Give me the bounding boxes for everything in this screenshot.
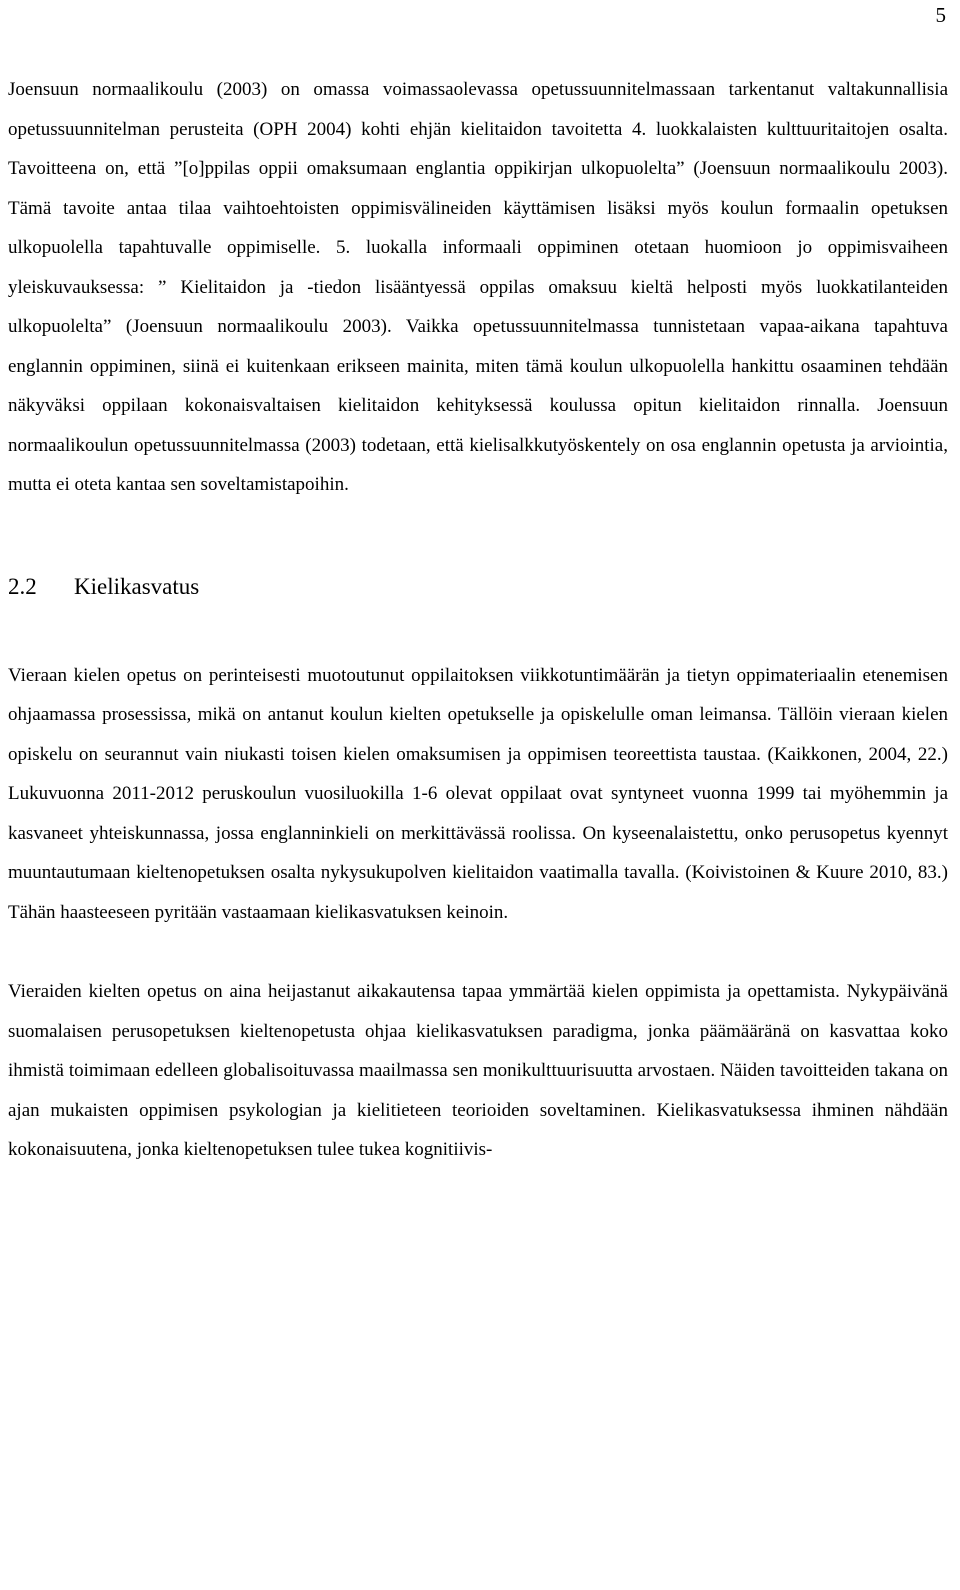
section-paragraph-2: Vieraiden kielten opetus on aina heijastanut aikakautensa tapaa ymmärtää kielen oppimista ja opettamista. Nykypäivänä suomalaisen perusopetuksen kieltenopetusta ohjaa kielikasvatuksen paradigma, jonka päämääränä on kasvattaa koko ihmistä toimimaan edelleen globalisoituvassa maailmassa sen monikulttuurisuutta arvostaen. Näiden tavoitteiden takana on ajan mukaisten oppimisen psykologian ja kielitieteen teorioiden soveltaminen. Kielikasvatuksessa ihminen nähdään kokonaisuutena, jonka kieltenopetuksen tulee tukea kognitiivis- (8, 981, 948, 1160)
page-number: 5 (935, 3, 946, 27)
section-heading (8, 569, 948, 605)
section-number: 2.2 (8, 573, 37, 599)
section-paragraph-1: Vieraan kielen opetus on perinteisesti muotoutunut oppilaitoksen viikkotuntimäärän ja tietyn oppimateriaalin etenemisen ohjaamassa prosessissa, mikä on antanut koulun kielten opetukselle ja opiskelulle oman leimansa. Tällöin vieraan kielen opiskelu on seurannut vain niukasti toisen kielen omaksumisen ja oppimisen teoreettista taustaa. (Kaikkonen, 2004, 22.) Lukuvuonna 2011-2012 peruskoulun vuosiluokilla 1-6 olevat oppilaat ovat syntyneet vuonna 1999 tai myöhemmin ja kasvaneet yhteiskunnassa, jossa englanninkieli on merkittävässä roolissa. On kyseenalaistettu, onko perusopetus kyennyt muuntautumaan kieltenopetuksen osalta nykysukupolven kielitaidon vaatimalla tavalla. (Koivistoinen & Kuure 2010, 83.) Tähän haasteeseen pyritään vastaamaan kielikasvatuksen keinoin. (8, 664, 948, 923)
intro-paragraph: Joensuun normaalikoulu (2003) on omassa voimassaolevassa opetussuunnitelmassaan tarkentanut valtakunnallisia opetussuunnitelman perusteita (OPH 2004) kohti ehjän kielitaidon tavoitetta 4. luokkalaisten kulttuuritaitojen osalta. Tavoitteena on, että ”[o]ppilas oppii omaksumaan englantia oppikirjan ulkopuolelta” (Joensuun normaalikoulu 2003). Tämä tavoite antaa tilaa vaihtoehtoisten oppimisvälineiden käyttämisen lisäksi myös koulun formaalin opetuksen ulkopuolella tapahtuvalle oppimiselle. 5. luokalla informaali oppiminen otetaan huomioon jo oppimisvaiheen yleiskuvauksessa: ” Kielitaidon ja -tiedon lisääntyessä oppilas omaksuu kieltä helposti myös luokkatilanteiden ulkopuolelta” (Joensuun normaalikoulu 2003). Vaikka opetussuunnitelmassa tunnistetaan vapaa-aikana tapahtuva englannin oppiminen, siinä ei kuitenkaan erikseen mainita, miten tämä koulun ulkopuolella hankittu osaaminen tehdään näkyväksi oppilaan kokonaisvaltaisen kielitaidon kehityksessä koulussa opitun kielitaidon rinnalla. Joensuun normaalikoulun opetussuunnitelmassa (2003) todetaan, että kielisalkkutyöskentely on osa englannin opetusta ja arviointia, mutta ei oteta kantaa sen soveltamistapoihin. (8, 79, 948, 495)
section-title: Kielikasvatus (74, 573, 200, 599)
document-body (8, 70, 948, 1170)
